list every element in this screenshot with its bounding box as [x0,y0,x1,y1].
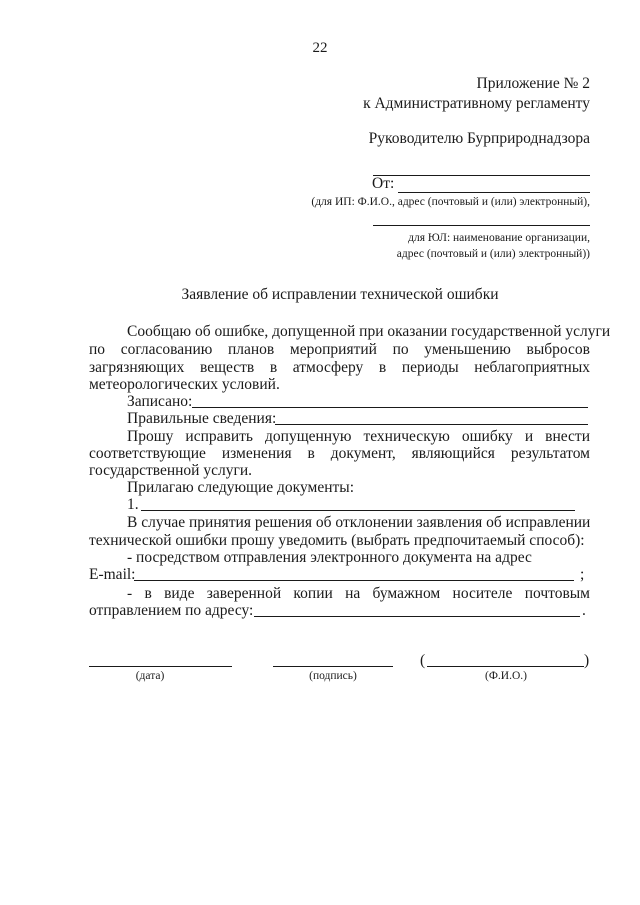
paragraph1-line2: по согласованию планов мероприятий по уменьшению выбросов [89,341,590,358]
paragraph3-line2: технической ошибки прошу уведомить (выбрать предпочитаемый способ): [89,532,585,549]
fio-caption: (Ф.И.О.) [485,670,527,682]
ul-hint-line1: для ЮЛ: наименование организации, [408,232,590,244]
page-number: 22 [312,40,328,56]
fio-field[interactable] [427,666,584,667]
recorded-field[interactable] [192,407,588,408]
date-field[interactable] [89,666,232,667]
option-paper-line2: отправлением по адресу: [89,602,254,619]
attachments-label: Прилагаю следующие документы: [127,479,355,496]
document-title: Заявление об исправлении технической ошибки [181,286,499,303]
postal-address-end-mark: . [582,602,586,619]
date-caption: (дата) [135,670,165,682]
addressee-line [373,175,590,176]
addressee-label: Руководителю Бурприроднадзора [368,130,590,147]
postal-address-field[interactable] [254,616,580,617]
recorded-label: Записано: [127,393,193,410]
org-field[interactable] [373,225,590,226]
option-electronic: - посредством отправления электронного документа на адрес [127,549,532,566]
appendix-label: Приложение № 2 [476,75,590,92]
attachment-item-field[interactable] [141,510,575,511]
email-label: E-mail: [89,566,136,583]
email-field[interactable] [134,580,574,581]
regulation-label: к Административному регламенту [363,95,590,112]
email-end-mark: ; [580,566,585,583]
ip-hint: (для ИП: Ф.И.О., адрес (почтовый и (или) электронный), [311,196,590,208]
ul-hint-line2: адрес (почтовый и (или) электронный)) [396,248,590,260]
correct-info-field[interactable] [275,424,588,425]
paragraph2-line1: Прошу исправить допущенную техническую ошибку и внести [127,428,590,445]
option-paper-line1: - в виде заверенной копии на бумажном носителе почтовым [127,585,590,602]
signature-field[interactable] [273,666,393,667]
from-field[interactable] [398,192,590,193]
fio-open-paren: ( [420,652,426,669]
paragraph1-line1: Сообщаю об ошибке, допущенной при оказании государственной услуги [127,323,611,340]
fio-close-paren: ) [584,652,590,669]
paragraph2-line2: соответствующие изменения в документ, являющийся результатом [89,445,590,462]
paragraph1-line4: метеорологических условий. [89,376,280,393]
signature-caption: (подпись) [309,670,357,682]
correct-info-label: Правильные сведения: [127,410,277,427]
from-label: От: [372,175,395,192]
paragraph3-line1: В случае принятия решения об отклонении заявления об исправлении [127,514,591,531]
attachment-item-number: 1. [127,496,139,513]
paragraph1-line3: загрязняющих веществ в атмосферу в периоды неблагоприятных [89,359,590,376]
paragraph2-line3: государственной услуги. [89,462,252,479]
